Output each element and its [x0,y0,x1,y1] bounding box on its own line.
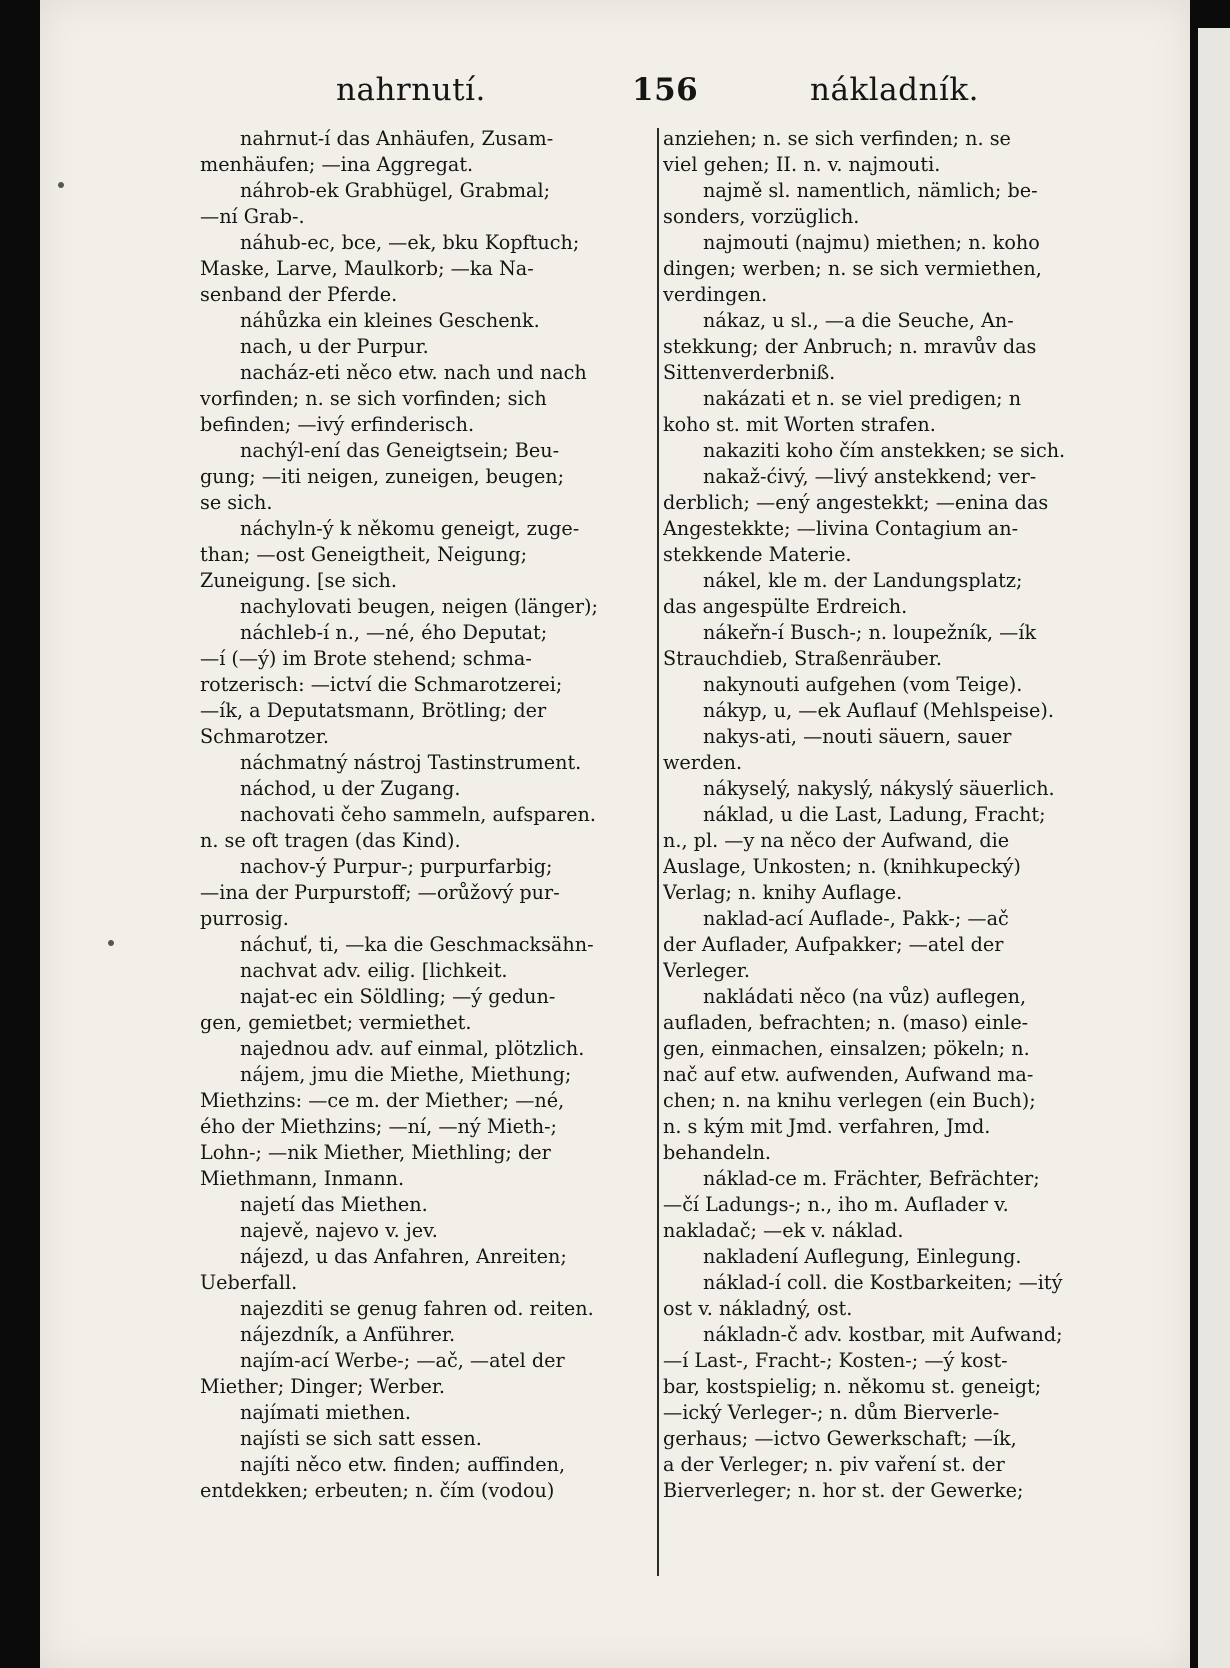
dictionary-line: najísti se sich satt essen. [240,1427,482,1450]
dictionary-line: nahrnut-í das Anhäufen, Zusam- [240,127,554,150]
dictionary-line: —ní Grab-. [200,205,305,228]
dictionary-line: —ík, a Deputatsmann, Brötling; der [200,699,547,722]
dictionary-line: Miethzins: —ce m. der Miether; —né, [200,1089,565,1112]
dictionary-line: than; —ost Geneigtheit, Neigung; [200,543,528,566]
dictionary-line: —ický Verleger-; n. dům Bierverle- [663,1401,1000,1424]
dictionary-line: a der Verleger; n. piv vaření st. der [663,1453,1005,1476]
dictionary-line: nač auf etw. aufwenden, Aufwand ma- [663,1063,1034,1086]
dictionary-line: náklad-ce m. Frächter, Befrächter; [703,1167,1040,1190]
dictionary-line: —ina der Purpurstoff; —orůžový pur- [200,881,560,904]
dictionary-line: Verleger. [663,959,750,982]
dictionary-line: viel gehen; II. n. v. najmouti. [663,153,941,176]
dictionary-line: náklad-í coll. die Kostbarkeiten; —itý [703,1271,1063,1294]
dictionary-line: náhůzka ein kleines Geschenk. [240,309,540,332]
dictionary-line: najmě sl. namentlich, nämlich; be- [703,179,1038,202]
dictionary-line: nákyp, u, —ek Auflauf (Mehlspeise). [703,699,1054,722]
dictionary-line: aufladen, befrachten; n. (maso) einle- [663,1011,1029,1034]
dictionary-line: nakladač; —ek v. náklad. [663,1219,904,1242]
dictionary-line: dingen; werben; n. se sich vermiethen, [663,257,1042,280]
dictionary-line: najíti něco etw. finden; auffinden, [240,1453,566,1476]
dictionary-line: náklad, u die Last, Ladung, Fracht; [703,803,1046,826]
dictionary-line: najím-ací Werbe-; —ač, —atel der [240,1349,565,1372]
page-header [40,72,1190,118]
dictionary-line: n. se oft tragen (das Kind). [200,829,461,852]
dictionary-line: Ueberfall. [200,1271,298,1294]
dictionary-line: gung; —iti neigen, zuneigen, beugen; [200,465,565,488]
dictionary-line: nákyselý, nakyslý, nákyslý säuerlich. [703,777,1055,800]
dictionary-line: nacház-eti něco etw. nach und nach [240,361,587,384]
dictionary-line: purrosig. [200,907,289,930]
dictionary-line: sonders, vorzüglich. [663,205,860,228]
dictionary-line: koho st. mit Worten strafen. [663,413,936,436]
dictionary-line: Schmarotzer. [200,725,329,748]
dictionary-line: nakys-ati, —nouti säuern, sauer [703,725,1012,748]
dictionary-line: gen, einmachen, einsalzen; pökeln; n. [663,1037,1030,1060]
page-number: 156 [632,72,699,108]
dictionary-line: nakladení Auflegung, Einlegung. [703,1245,1022,1268]
dictionary-line: senband der Pferde. [200,283,398,306]
dictionary-line: Lohn-; —nik Miether, Miethling; der [200,1141,551,1164]
dictionary-line: nákaz, u sl., —a die Seuche, An- [703,309,1014,332]
dictionary-line: najevě, najevo v. jev. [240,1219,438,1242]
dictionary-line: stekkung; der Anbruch; n. mravův das [663,335,1037,358]
dictionary-line: náchod, u der Zugang. [240,777,461,800]
dictionary-line: werden. [663,751,743,774]
dictionary-line: befinden; —ivý erfinderisch. [200,413,475,436]
left-column [200,126,652,1504]
column-divider [657,128,659,1576]
dictionary-line: Maske, Larve, Maulkorb; —ka Na- [200,257,534,280]
dictionary-line: najímati miethen. [240,1401,412,1424]
dictionary-line: Verlag; n. knihy Auflage. [663,881,903,904]
dictionary-line: chen; n. na knihu verlegen (ein Buch); [663,1089,1036,1112]
dictionary-line: náchleb-í n., —né, ého Deputat; [240,621,548,644]
dictionary-line: Auslage, Unkosten; n. (knihkupecký) [663,855,1021,878]
header-left-word: nahrnutí. [336,72,486,108]
dictionary-line: —í Last-, Fracht-; Kosten-; —ý kost- [663,1349,1008,1372]
dictionary-line: nákeřn-í Busch-; n. loupežník, —ík [703,621,1037,644]
dictionary-line: Angestekkte; —livina Contagium an- [663,517,1019,540]
margin-mark [58,182,64,188]
dictionary-line: naklad-ací Auflade-, Pakk-; —ač [703,907,1009,930]
dictionary-line: anziehen; n. se sich verfinden; n. se [663,127,1011,150]
dictionary-line: nájem, jmu die Miethe, Miethung; [240,1063,572,1086]
dictionary-line: rotzerisch: —ictví die Schmarotzerei; [200,673,563,696]
dictionary-line: nachvat adv. eilig. [lichkeit. [240,959,508,982]
dictionary-page [40,0,1190,1668]
dictionary-line: ého der Miethzins; —ní, —ný Mieth-; [200,1115,558,1138]
dictionary-line: der Auflader, Aufpakker; —atel der [663,933,1004,956]
dictionary-line: nájezd, u das Anfahren, Anreiten; [240,1245,567,1268]
dictionary-line: derblich; —ený angestekkt; —enina das [663,491,1049,514]
dictionary-line: nachovati čeho sammeln, aufsparen. [240,803,596,826]
dictionary-line: nakaziti koho čím anstekken; se sich. [703,439,1066,462]
dictionary-line: nakaž-ćivý, —livý anstekkend; ver- [703,465,1037,488]
dictionary-line: náchmatný nástroj Tastinstrument. [240,751,582,774]
dictionary-line: najat-ec ein Söldling; —ý gedun- [240,985,556,1008]
dictionary-line: najednou adv. auf einmal, plötzlich. [240,1037,585,1060]
dictionary-line: nachylovati beugen, neigen (länger); [240,595,598,618]
dictionary-line: nachov-ý Purpur-; purpurfarbig; [240,855,553,878]
dictionary-line: náchuť, ti, —ka die Geschmacksähn- [240,933,594,956]
dictionary-line: Zuneigung. [se sich. [200,569,397,592]
dictionary-line: Miether; Dinger; Werber. [200,1375,446,1398]
dictionary-line: —čí Ladungs-; n., iho m. Auflader v. [663,1193,1009,1216]
dictionary-line: —í (—ý) im Brote stehend; schma- [200,647,532,670]
dictionary-line: nákel, kle m. der Landungsplatz; [703,569,1023,592]
dictionary-line: najezditi se genug fahren od. reiten. [240,1297,594,1320]
dictionary-line: nakládati něco (na vůz) auflegen, [703,985,1027,1008]
dictionary-line: menhäufen; —ina Aggregat. [200,153,474,176]
dictionary-line: entdekken; erbeuten; n. čím (vodou) [200,1479,555,1502]
dictionary-line: das angespülte Erdreich. [663,595,908,618]
dictionary-line: bar, kostspielig; n. někomu st. geneigt; [663,1375,1042,1398]
dictionary-line: ost v. nákladný, ost. [663,1297,853,1320]
right-column [663,126,1115,1504]
dictionary-line: se sich. [200,491,273,514]
dictionary-line: nakázati et n. se viel predigen; n [703,387,1022,410]
dictionary-line: nachýl-ení das Geneigtsein; Beu- [240,439,560,462]
dictionary-line: nakynouti aufgehen (vom Teige). [703,673,1023,696]
dictionary-line: nach, u der Purpur. [240,335,429,358]
dictionary-line: gerhaus; —ictvo Gewerkschaft; —ík, [663,1427,1017,1450]
dictionary-line: n. s kým mit Jmd. verfahren, Jmd. [663,1115,991,1138]
dictionary-line: Strauchdieb, Straßenräuber. [663,647,942,670]
header-right-word: nákladník. [810,72,979,108]
dictionary-line: Miethmann, Inmann. [200,1167,405,1190]
dictionary-line: Bierverleger; n. hor st. der Gewerke; [663,1479,1024,1502]
dictionary-line: náhrob-ek Grabhügel, Grabmal; [240,179,551,202]
dictionary-line: gen, gemietbet; vermiethet. [200,1011,472,1034]
adjacent-page-edge [1198,28,1230,1668]
dictionary-line: verdingen. [663,283,768,306]
dictionary-line: najetí das Miethen. [240,1193,428,1216]
dictionary-line: vorfinden; n. se sich vorfinden; sich [200,387,547,410]
dictionary-line: nákladn-č adv. kostbar, mit Aufwand; [703,1323,1063,1346]
dictionary-line: najmouti (najmu) miethen; n. koho [703,231,1040,254]
dictionary-line: Sittenverderbniß. [663,361,836,384]
dictionary-line: n., pl. —y na něco der Aufwand, die [663,829,1010,852]
dictionary-line: náhub-ec, bce, —ek, bku Kopftuch; [240,231,580,254]
dictionary-line: náchyln-ý k někomu geneigt, zuge- [240,517,580,540]
dictionary-line: nájezdník, a Anführer. [240,1323,456,1346]
dictionary-line: behandeln. [663,1141,772,1164]
margin-mark [108,940,114,946]
dictionary-line: stekkende Materie. [663,543,852,566]
